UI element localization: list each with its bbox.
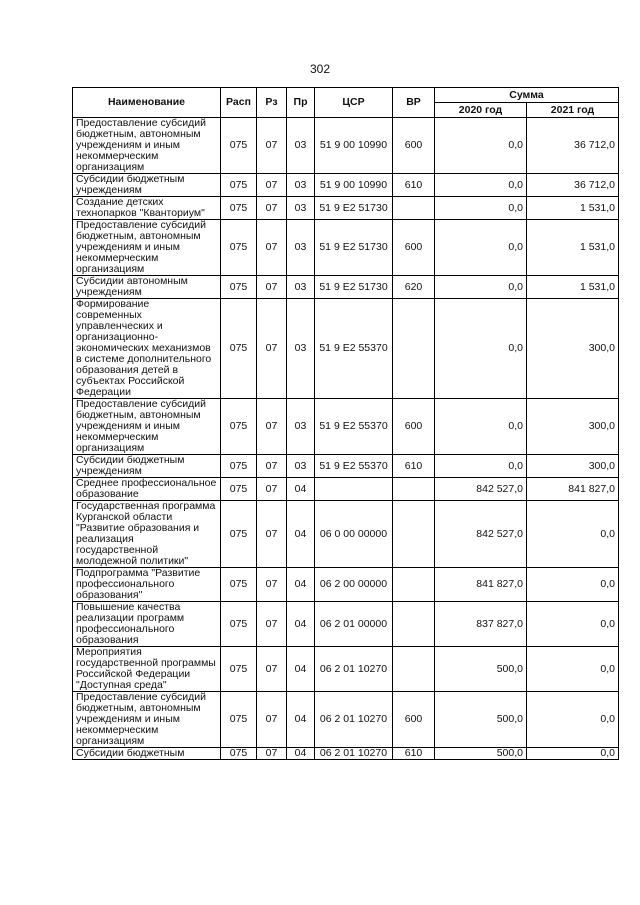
table-row bbox=[73, 568, 619, 602]
table-row bbox=[73, 602, 619, 647]
cell-2021: 0,0 bbox=[527, 501, 619, 568]
cell-rasp: 075 bbox=[221, 602, 257, 647]
cell-2020: 842 527,0 bbox=[435, 501, 527, 568]
table-row bbox=[73, 399, 619, 455]
header-2021: 2021 год bbox=[527, 103, 619, 118]
table-row bbox=[73, 174, 619, 197]
page-number: 302 bbox=[309, 62, 331, 76]
cell-rasp: 075 bbox=[221, 748, 257, 760]
cell-2021: 300,0 bbox=[527, 399, 619, 455]
cell-rz: 07 bbox=[257, 455, 287, 478]
cell-vr: 610 bbox=[393, 455, 435, 478]
header-name: Наименование bbox=[73, 88, 221, 118]
cell-pr: 03 bbox=[287, 276, 315, 299]
cell-2020: 0,0 bbox=[435, 299, 527, 399]
cell-csr: 51 9 E2 55370 bbox=[315, 455, 393, 478]
cell-csr: 51 9 E2 55370 bbox=[315, 399, 393, 455]
cell-pr: 04 bbox=[287, 478, 315, 501]
cell-rasp: 075 bbox=[221, 647, 257, 692]
cell-pr: 04 bbox=[287, 568, 315, 602]
cell-rasp: 075 bbox=[221, 478, 257, 501]
cell-name: Предоставление субсидий бюджетным, автономным учреждениям и иным некоммерческим организациям bbox=[73, 118, 221, 174]
cell-rz: 07 bbox=[257, 692, 287, 748]
cell-rz: 07 bbox=[257, 501, 287, 568]
cell-2020: 0,0 bbox=[435, 197, 527, 220]
cell-2021: 0,0 bbox=[527, 692, 619, 748]
cell-name: Субсидии бюджетным bbox=[73, 748, 221, 760]
cell-rasp: 075 bbox=[221, 455, 257, 478]
cell-vr: 600 bbox=[393, 118, 435, 174]
table-row bbox=[73, 276, 619, 299]
cell-rz: 07 bbox=[257, 647, 287, 692]
table-row bbox=[73, 197, 619, 220]
cell-rz: 07 bbox=[257, 399, 287, 455]
budget-table bbox=[72, 87, 619, 760]
cell-2020: 0,0 bbox=[435, 118, 527, 174]
cell-2020: 841 827,0 bbox=[435, 568, 527, 602]
cell-pr: 04 bbox=[287, 602, 315, 647]
cell-2021: 0,0 bbox=[527, 647, 619, 692]
cell-rz: 07 bbox=[257, 174, 287, 197]
cell-2021: 0,0 bbox=[527, 602, 619, 647]
cell-rz: 07 bbox=[257, 748, 287, 760]
cell-name: Повышение качества реализации программ профессионального образования bbox=[73, 602, 221, 647]
cell-vr bbox=[393, 568, 435, 602]
cell-pr: 03 bbox=[287, 118, 315, 174]
cell-2021: 1 531,0 bbox=[527, 220, 619, 276]
cell-2021: 0,0 bbox=[527, 748, 619, 760]
cell-2021: 1 531,0 bbox=[527, 276, 619, 299]
table-body bbox=[73, 118, 619, 760]
cell-name: Субсидии бюджетным учреждениям bbox=[73, 174, 221, 197]
cell-vr: 600 bbox=[393, 692, 435, 748]
cell-2020: 0,0 bbox=[435, 276, 527, 299]
cell-rasp: 075 bbox=[221, 197, 257, 220]
cell-pr: 04 bbox=[287, 501, 315, 568]
cell-2021: 36 712,0 bbox=[527, 174, 619, 197]
cell-pr: 04 bbox=[287, 692, 315, 748]
cell-pr: 03 bbox=[287, 197, 315, 220]
cell-2020: 0,0 bbox=[435, 455, 527, 478]
cell-vr: 610 bbox=[393, 174, 435, 197]
cell-pr: 04 bbox=[287, 647, 315, 692]
cell-vr bbox=[393, 299, 435, 399]
cell-pr: 04 bbox=[287, 748, 315, 760]
cell-csr: 06 2 00 00000 bbox=[315, 568, 393, 602]
cell-csr bbox=[315, 478, 393, 501]
cell-pr: 03 bbox=[287, 299, 315, 399]
cell-rz: 07 bbox=[257, 602, 287, 647]
table-row bbox=[73, 455, 619, 478]
table-row bbox=[73, 501, 619, 568]
header-rz: Рз bbox=[257, 88, 287, 118]
cell-vr bbox=[393, 197, 435, 220]
cell-2020: 0,0 bbox=[435, 399, 527, 455]
cell-csr: 51 9 E2 55370 bbox=[315, 299, 393, 399]
cell-pr: 03 bbox=[287, 174, 315, 197]
cell-vr bbox=[393, 647, 435, 692]
cell-name: Государственная программа Курганской области "Развитие образования и реализация государственной молодежной политики" bbox=[73, 501, 221, 568]
cell-2021: 0,0 bbox=[527, 568, 619, 602]
table-row bbox=[73, 118, 619, 174]
cell-rasp: 075 bbox=[221, 174, 257, 197]
header-pr: Пр bbox=[287, 88, 315, 118]
cell-rasp: 075 bbox=[221, 299, 257, 399]
cell-rasp: 075 bbox=[221, 220, 257, 276]
cell-rasp: 075 bbox=[221, 501, 257, 568]
cell-vr: 600 bbox=[393, 220, 435, 276]
table-row bbox=[73, 692, 619, 748]
cell-name: Создание детских технопарков "Кванториум" bbox=[73, 197, 221, 220]
cell-rz: 07 bbox=[257, 299, 287, 399]
cell-name: Мероприятия государственной программы Российской Федерации "Доступная среда" bbox=[73, 647, 221, 692]
cell-vr bbox=[393, 478, 435, 501]
cell-csr: 51 9 E2 51730 bbox=[315, 276, 393, 299]
table-row bbox=[73, 647, 619, 692]
header-rasp: Расп bbox=[221, 88, 257, 118]
header-sum: Сумма bbox=[435, 88, 619, 103]
cell-2021: 1 531,0 bbox=[527, 197, 619, 220]
cell-pr: 03 bbox=[287, 399, 315, 455]
cell-vr: 620 bbox=[393, 276, 435, 299]
cell-rasp: 075 bbox=[221, 399, 257, 455]
cell-2020: 500,0 bbox=[435, 647, 527, 692]
cell-name: Среднее профессиональное образование bbox=[73, 478, 221, 501]
header-2020: 2020 год bbox=[435, 103, 527, 118]
cell-rasp: 075 bbox=[221, 118, 257, 174]
cell-csr: 51 9 00 10990 bbox=[315, 174, 393, 197]
table-row bbox=[73, 478, 619, 501]
table-row bbox=[73, 748, 619, 760]
cell-2021: 300,0 bbox=[527, 299, 619, 399]
table-header bbox=[73, 88, 619, 118]
cell-csr: 51 9 00 10990 bbox=[315, 118, 393, 174]
cell-csr: 06 2 01 10270 bbox=[315, 647, 393, 692]
cell-2021: 36 712,0 bbox=[527, 118, 619, 174]
cell-name: Предоставление субсидий бюджетным, автономным учреждениям и иным некоммерческим организациям bbox=[73, 399, 221, 455]
cell-vr: 600 bbox=[393, 399, 435, 455]
cell-csr: 06 2 01 00000 bbox=[315, 602, 393, 647]
cell-rz: 07 bbox=[257, 197, 287, 220]
cell-name: Подпрограмма "Развитие профессионального образования" bbox=[73, 568, 221, 602]
cell-rasp: 075 bbox=[221, 568, 257, 602]
cell-name: Предоставление субсидий бюджетным, автономным учреждениям и иным некоммерческим организациям bbox=[73, 220, 221, 276]
cell-vr bbox=[393, 501, 435, 568]
cell-name: Предоставление субсидий бюджетным, автономным учреждениям и иным некоммерческим организациям bbox=[73, 692, 221, 748]
cell-pr: 03 bbox=[287, 455, 315, 478]
cell-2021: 841 827,0 bbox=[527, 478, 619, 501]
cell-csr: 06 2 01 10270 bbox=[315, 692, 393, 748]
cell-rz: 07 bbox=[257, 118, 287, 174]
cell-vr bbox=[393, 602, 435, 647]
cell-name: Субсидии бюджетным учреждениям bbox=[73, 455, 221, 478]
cell-vr: 610 bbox=[393, 748, 435, 760]
cell-rz: 07 bbox=[257, 478, 287, 501]
cell-2020: 500,0 bbox=[435, 692, 527, 748]
cell-name: Субсидии автономным учреждениям bbox=[73, 276, 221, 299]
cell-2020: 0,0 bbox=[435, 220, 527, 276]
cell-2020: 842 527,0 bbox=[435, 478, 527, 501]
cell-2020: 837 827,0 bbox=[435, 602, 527, 647]
cell-2021: 300,0 bbox=[527, 455, 619, 478]
cell-pr: 03 bbox=[287, 220, 315, 276]
cell-csr: 51 9 E2 51730 bbox=[315, 220, 393, 276]
header-csr: ЦСР bbox=[315, 88, 393, 118]
cell-name: Формирование современных управленческих и организационно-экономических механизмов в системе дополнительного образования детей в субъектах Российской Федерации bbox=[73, 299, 221, 399]
cell-rasp: 075 bbox=[221, 692, 257, 748]
cell-rz: 07 bbox=[257, 276, 287, 299]
cell-2020: 500,0 bbox=[435, 748, 527, 760]
cell-2020: 0,0 bbox=[435, 174, 527, 197]
cell-csr: 06 0 00 00000 bbox=[315, 501, 393, 568]
cell-rz: 07 bbox=[257, 568, 287, 602]
table-row bbox=[73, 220, 619, 276]
cell-csr: 51 9 E2 51730 bbox=[315, 197, 393, 220]
cell-csr: 06 2 01 10270 bbox=[315, 748, 393, 760]
table-row bbox=[73, 299, 619, 399]
cell-rz: 07 bbox=[257, 220, 287, 276]
header-vr: ВР bbox=[393, 88, 435, 118]
cell-rasp: 075 bbox=[221, 276, 257, 299]
